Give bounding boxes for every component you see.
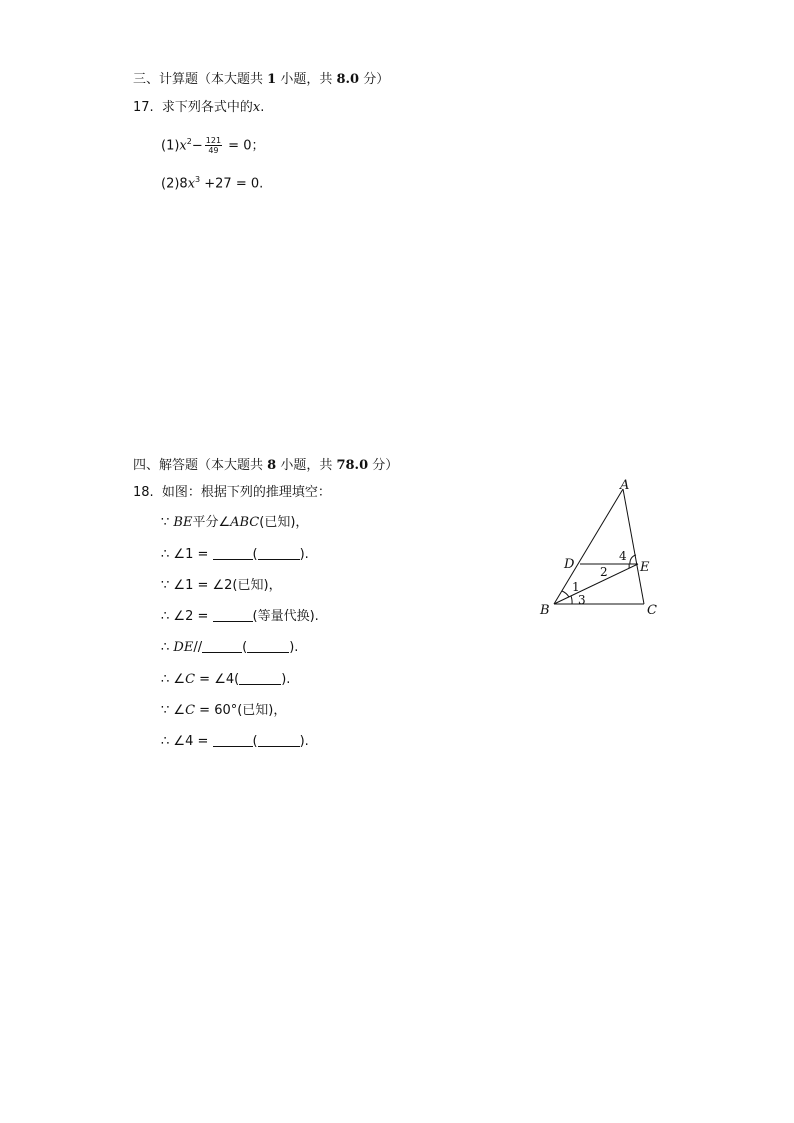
step-5: ∴ DE// ( ). (161, 640, 299, 655)
question-17-part-1: $(1)x^2-$ $\frac{121}{49}$ = 0； (161, 136, 265, 156)
label-angle-2: 2 (600, 565, 608, 579)
label-a: A (620, 478, 630, 493)
question-18-stem: 18. 如图：根据下列的推理填空： (133, 485, 331, 500)
step-1: ∵ BE平分∠ABC(已知)， (161, 515, 309, 530)
reason-blank[interactable] (258, 734, 300, 747)
reason-blank[interactable] (239, 672, 281, 685)
label-angle-4: 4 (619, 549, 627, 563)
step-7: ∵ ∠C = 60°(已知)， (161, 703, 287, 718)
label-e: E (640, 560, 650, 575)
step-2: ∴ ∠1 = ( ). (161, 547, 309, 562)
step-4: ∴ ∠2 = (等量代换). (161, 609, 319, 624)
label-angle-1: 1 (572, 580, 580, 594)
question-17-stem: 17. 求下列各式中的x. (133, 100, 265, 115)
label-angle-3: 3 (578, 593, 586, 607)
side-ac (623, 489, 644, 604)
reason-blank[interactable] (258, 547, 300, 560)
answer-blank[interactable] (213, 734, 253, 747)
answer-blank[interactable] (202, 640, 242, 653)
answer-blank[interactable] (213, 547, 253, 560)
angle-3-arc (571, 596, 572, 604)
triangle-figure (530, 475, 670, 625)
label-b: B (540, 603, 550, 618)
section-4-header: 四、解答题（本大题共 8 小题，共 78.0 分） (133, 458, 399, 473)
answer-blank[interactable] (213, 609, 253, 622)
label-d: D (564, 557, 575, 572)
label-c: C (647, 603, 657, 618)
step-3: ∵ ∠1 = ∠2(已知)， (161, 578, 282, 593)
question-17-part-2: $(2)8x^3 +27 = 0$. (161, 175, 264, 192)
fraction: $\frac{121}{49}$ (205, 136, 222, 156)
section-3-header: 三、计算题（本大题共 1 小题，共 8.0 分） (133, 72, 390, 87)
reason-blank[interactable] (247, 640, 289, 653)
step-8: ∴ ∠4 = ( ). (161, 734, 309, 749)
side-ab (554, 489, 623, 604)
step-6: ∴ ∠C = ∠4( ). (161, 672, 291, 687)
angle-1-arc (562, 591, 569, 597)
